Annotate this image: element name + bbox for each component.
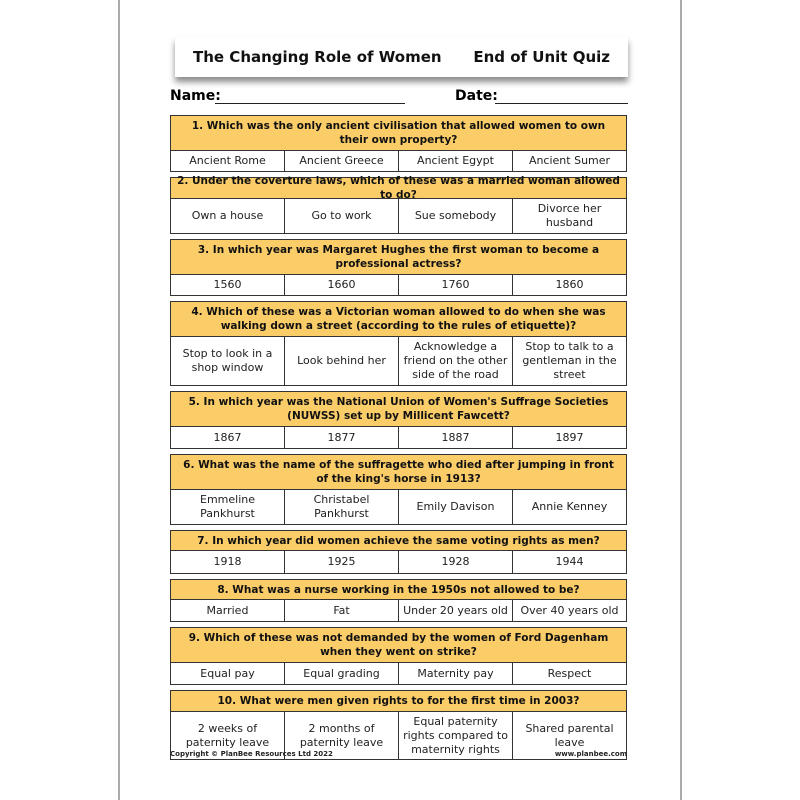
answer-option[interactable]: Ancient Egypt (398, 151, 512, 171)
answer-option[interactable]: 1925 (284, 551, 398, 573)
answer-option[interactable]: Acknowledge a friend on the other side of the road (398, 337, 512, 385)
answer-option[interactable]: Look behind her (284, 337, 398, 385)
answer-option[interactable]: Married (206, 603, 249, 617)
answer-option[interactable]: 2 weeks of paternity leave (185, 721, 270, 749)
name-field[interactable] (215, 103, 405, 104)
question-7 (170, 530, 627, 574)
answer-option[interactable]: 1660 (284, 275, 398, 295)
question-4 (170, 301, 627, 386)
answer-option[interactable]: Emily Davison (398, 490, 512, 524)
answer-option[interactable]: 1928 (398, 551, 512, 573)
answer-option[interactable]: Under 20 years old (398, 600, 512, 621)
name-label: Name: (170, 88, 221, 104)
answer-option[interactable]: Fat (284, 600, 398, 621)
answer-option[interactable]: Ancient Greece (284, 151, 398, 171)
answer-option[interactable]: 1918 (213, 555, 242, 568)
answer-option[interactable]: Annie Kenney (512, 490, 626, 524)
answer-option[interactable]: 1867 (213, 430, 242, 444)
answer-option[interactable]: 1760 (398, 275, 512, 295)
worksheet-subtitle: End of Unit Quiz (473, 48, 610, 66)
answer-option[interactable]: Equal grading (284, 663, 398, 684)
answer-option[interactable]: 2 months of paternity leave (284, 712, 398, 759)
answer-option[interactable]: 1897 (512, 427, 626, 448)
answer-option[interactable]: Divorce her husband (512, 199, 626, 233)
question-text: 5. In which year was the National Union of Women's Suffrage Societies (NUWSS) set up by Millicent Fawcett? (171, 392, 626, 427)
question-1 (170, 115, 627, 172)
answer-option[interactable]: Stop to look in a shop window (182, 347, 273, 374)
name-date-bar (170, 88, 628, 108)
quiz-table (170, 115, 627, 765)
answer-option[interactable]: Ancient Sumer (512, 151, 626, 171)
question-9 (170, 627, 627, 685)
question-text: 9. Which of these was not demanded by the women of Ford Dagenham when they went on strike? (171, 628, 626, 663)
answer-row (171, 275, 626, 295)
question-text: 1. Which was the only ancient civilisation that allowed women to own their own property? (171, 116, 626, 151)
answer-row (171, 490, 626, 524)
answer-option[interactable]: Equal pay (200, 666, 255, 680)
answer-option[interactable]: 1877 (284, 427, 398, 448)
answer-row (171, 151, 626, 171)
title-banner (175, 37, 628, 77)
question-2 (170, 177, 627, 234)
question-text: 8. What was a nurse working in the 1950s not allowed to be? (171, 580, 626, 600)
question-text: 7. In which year did women achieve the same voting rights as men? (171, 531, 626, 551)
answer-row (171, 337, 626, 385)
answer-row (171, 600, 626, 621)
answer-option[interactable]: 1560 (213, 278, 242, 291)
answer-option[interactable]: Own a house (191, 209, 264, 222)
date-field[interactable] (495, 103, 628, 104)
question-5 (170, 391, 627, 449)
answer-option[interactable]: Shared parental leave (512, 712, 626, 759)
answer-option[interactable]: 1944 (512, 551, 626, 573)
answer-option[interactable]: Stop to talk to a gentleman in the street (512, 337, 626, 385)
question-text: 3. In which year was Margaret Hughes the first woman to become a professional actress? (171, 240, 626, 275)
question-text: 4. Which of these was a Victorian woman allowed to do when she was walking down a street (according to the rules of etiquette)? (171, 302, 626, 337)
answer-option[interactable]: Emmeline Pankhurst (200, 493, 255, 520)
footer (170, 750, 627, 758)
answer-option[interactable]: Respect (512, 663, 626, 684)
worksheet-title: The Changing Role of Women (193, 48, 442, 66)
question-text: 2. Under the coverture laws, which of these was a married woman allowed to do? (171, 178, 626, 199)
answer-option[interactable]: Maternity pay (398, 663, 512, 684)
website: www.planbee.com (554, 750, 627, 758)
answer-option[interactable]: 1860 (512, 275, 626, 295)
answer-row (171, 199, 626, 233)
answer-option[interactable]: Equal paternity rights compared to maternity rights (398, 712, 512, 759)
question-3 (170, 239, 627, 296)
answer-option[interactable]: Christabel Pankhurst (284, 490, 398, 524)
answer-option[interactable]: Over 40 years old (512, 600, 626, 621)
question-text: 6. What was the name of the suffragette who died after jumping in front of the king's horse in 1913? (171, 455, 626, 490)
question-6 (170, 454, 627, 525)
copyright: Copyright © PlanBee Resources Ltd 2022 (170, 750, 333, 758)
answer-option[interactable]: Sue somebody (398, 199, 512, 233)
answer-option[interactable]: Ancient Rome (189, 154, 266, 167)
answer-option[interactable]: Go to work (284, 199, 398, 233)
answer-row (171, 427, 626, 448)
answer-row (171, 663, 626, 684)
question-8 (170, 579, 627, 622)
question-text: 10. What were men given rights to for the first time in 2003? (171, 691, 626, 712)
date-label: Date: (455, 88, 498, 104)
answer-option[interactable]: 1887 (398, 427, 512, 448)
answer-row (171, 551, 626, 573)
